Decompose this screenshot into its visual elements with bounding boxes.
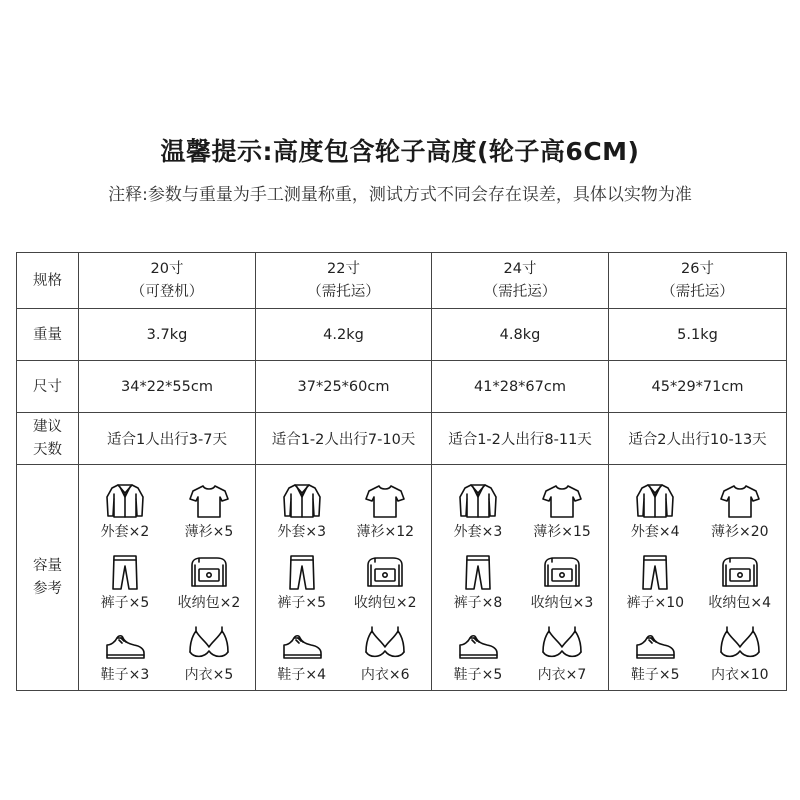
dims-cell: 37*25*60cm xyxy=(256,361,432,413)
capacity-cell-24 xyxy=(432,465,609,691)
bra-icon xyxy=(540,625,584,663)
capacity-qty: 收纳包×2 xyxy=(177,595,241,612)
capacity-item-underwear xyxy=(344,612,428,684)
jacket-icon xyxy=(103,482,147,520)
weight-cell: 5.1kg xyxy=(609,309,787,361)
tshirt-icon xyxy=(187,482,231,520)
capacity-item-bag xyxy=(344,541,428,613)
capacity-cell-20 xyxy=(79,465,256,691)
capacity-qty: 裤子×8 xyxy=(453,595,503,612)
days-cell: 适合2人出行10-13天 xyxy=(609,413,787,465)
capacity-item-jacket xyxy=(260,469,344,541)
size-note: （需托运） xyxy=(661,283,734,300)
size-cell-22 xyxy=(256,253,432,309)
row-label-dims: 尺寸 xyxy=(17,361,79,413)
pants-icon xyxy=(633,553,677,591)
size-cell-24 xyxy=(432,253,609,309)
capacity-qty: 薄衫×5 xyxy=(184,523,234,540)
days-cell: 适合1-2人出行7-10天 xyxy=(256,413,432,465)
dims-cell: 41*28*67cm xyxy=(432,361,609,413)
size-label: 22寸 xyxy=(327,260,360,277)
bra-icon xyxy=(363,625,407,663)
row-label-days-line1: 建议 xyxy=(33,418,62,435)
row-label-weight: 重量 xyxy=(17,309,79,361)
tshirt-icon xyxy=(718,482,762,520)
measurement-note: 注释:参数与重量为手工测量称重，测试方式不同会存在误差，具体以实物为准 xyxy=(108,185,692,205)
capacity-qty: 收纳包×2 xyxy=(353,595,417,612)
tshirt-icon xyxy=(540,482,584,520)
capacity-qty: 收纳包×3 xyxy=(530,595,594,612)
shoe-icon xyxy=(456,625,500,663)
size-cell-26 xyxy=(609,253,787,309)
pants-icon xyxy=(280,553,324,591)
capacity-cell-22 xyxy=(256,465,432,691)
storage-bag-icon xyxy=(187,553,231,591)
capacity-qty: 鞋子×5 xyxy=(453,666,503,683)
jacket-icon xyxy=(633,482,677,520)
capacity-item-underwear xyxy=(167,612,251,684)
capacity-qty: 薄衫×12 xyxy=(356,523,415,540)
jacket-icon xyxy=(456,482,500,520)
pants-icon xyxy=(456,553,500,591)
spec-table xyxy=(16,252,787,691)
capacity-item-jacket xyxy=(83,469,167,541)
row-label-capacity xyxy=(17,465,79,691)
shoe-icon xyxy=(103,625,147,663)
capacity-item-jacket xyxy=(436,469,520,541)
capacity-item-shirt xyxy=(344,469,428,541)
capacity-qty: 外套×3 xyxy=(277,523,327,540)
storage-bag-icon xyxy=(540,553,584,591)
weight-cell: 3.7kg xyxy=(79,309,256,361)
capacity-item-bag xyxy=(698,541,783,613)
capacity-qty: 鞋子×3 xyxy=(100,666,150,683)
capacity-qty: 内衣×5 xyxy=(184,666,234,683)
row-days xyxy=(17,413,787,465)
capacity-item-jacket xyxy=(613,469,698,541)
capacity-qty: 薄衫×20 xyxy=(710,523,769,540)
capacity-qty: 薄衫×15 xyxy=(533,523,591,540)
row-capacity xyxy=(17,465,787,691)
capacity-item-shoes xyxy=(83,612,167,684)
capacity-qty: 内衣×10 xyxy=(710,666,769,683)
row-weight xyxy=(17,309,787,361)
capacity-item-shirt xyxy=(520,469,604,541)
capacity-grid xyxy=(256,465,431,690)
dims-cell: 45*29*71cm xyxy=(609,361,787,413)
capacity-item-underwear xyxy=(520,612,604,684)
capacity-item-shoes xyxy=(260,612,344,684)
capacity-qty: 裤子×5 xyxy=(277,595,327,612)
jacket-icon xyxy=(280,482,324,520)
row-label-size: 规格 xyxy=(17,253,79,309)
capacity-item-shoes xyxy=(436,612,520,684)
storage-bag-icon xyxy=(363,553,407,591)
capacity-qty: 鞋子×4 xyxy=(277,666,327,683)
weight-cell: 4.2kg xyxy=(256,309,432,361)
capacity-item-shirt xyxy=(698,469,783,541)
capacity-grid xyxy=(432,465,608,690)
storage-bag-icon xyxy=(718,553,762,591)
row-label-days xyxy=(17,413,79,465)
size-cell-20 xyxy=(79,253,256,309)
capacity-qty: 裤子×5 xyxy=(100,595,150,612)
capacity-item-shirt xyxy=(167,469,251,541)
days-cell: 适合1人出行3-7天 xyxy=(79,413,256,465)
page-title: 温馨提示:高度包含轮子高度(轮子高6CM) xyxy=(160,137,640,166)
bra-icon xyxy=(187,625,231,663)
capacity-item-underwear xyxy=(698,612,783,684)
row-size xyxy=(17,253,787,309)
row-label-capacity-line2: 参考 xyxy=(33,580,62,597)
shoe-icon xyxy=(280,625,324,663)
capacity-item-bag xyxy=(520,541,604,613)
days-cell: 适合1-2人出行8-11天 xyxy=(432,413,609,465)
capacity-qty: 裤子×10 xyxy=(626,595,685,612)
capacity-qty: 收纳包×4 xyxy=(708,595,772,612)
capacity-qty: 内衣×7 xyxy=(537,666,587,683)
capacity-item-shoes xyxy=(613,612,698,684)
capacity-qty: 外套×3 xyxy=(453,523,503,540)
size-note: （需托运） xyxy=(307,283,380,300)
row-dims xyxy=(17,361,787,413)
size-label: 20寸 xyxy=(150,260,184,277)
capacity-cell-26 xyxy=(609,465,787,691)
size-label: 26寸 xyxy=(681,260,714,277)
capacity-qty: 外套×2 xyxy=(100,523,150,540)
shoe-icon xyxy=(633,625,677,663)
row-label-days-line2: 天数 xyxy=(33,441,62,458)
size-note: （需托运） xyxy=(483,283,557,300)
capacity-item-pants xyxy=(613,541,698,613)
weight-cell: 4.8kg xyxy=(432,309,609,361)
capacity-qty: 外套×4 xyxy=(630,523,680,540)
capacity-qty: 鞋子×5 xyxy=(630,666,680,683)
tshirt-icon xyxy=(363,482,407,520)
row-label-capacity-line1: 容量 xyxy=(33,557,62,574)
capacity-grid xyxy=(609,465,786,690)
capacity-item-bag xyxy=(167,541,251,613)
capacity-item-pants xyxy=(83,541,167,613)
size-note: （可登机） xyxy=(130,283,204,300)
bra-icon xyxy=(718,625,762,663)
pants-icon xyxy=(103,553,147,591)
capacity-item-pants xyxy=(260,541,344,613)
capacity-grid xyxy=(79,465,255,690)
capacity-qty: 内衣×6 xyxy=(360,666,410,683)
size-label: 24寸 xyxy=(503,260,537,277)
capacity-item-pants xyxy=(436,541,520,613)
dims-cell: 34*22*55cm xyxy=(79,361,256,413)
